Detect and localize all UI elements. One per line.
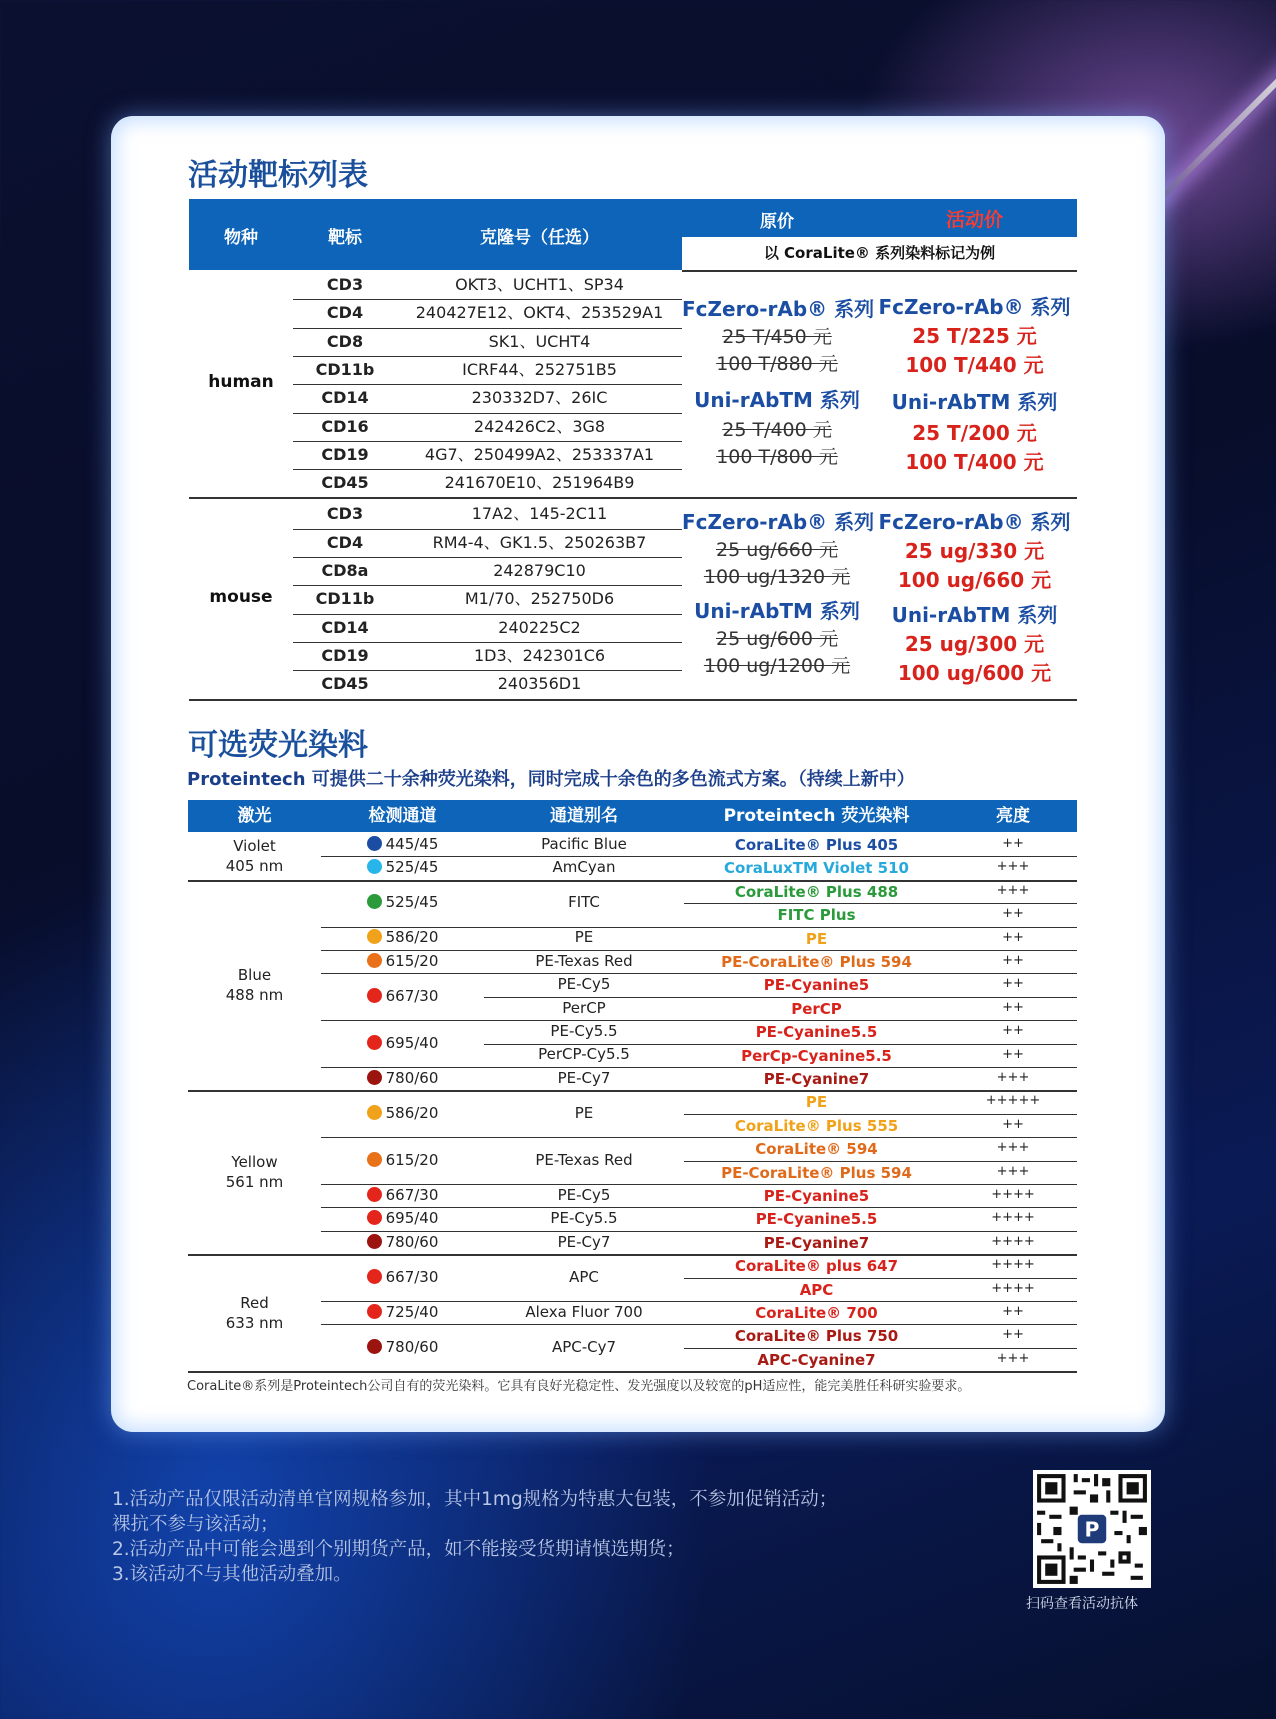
brightness-cell: ++++ — [991, 1233, 1035, 1249]
row-divider — [684, 1231, 1077, 1232]
series-title: FcZero-rAb® 系列 — [878, 510, 1071, 535]
clone-cell: 240427E12、OKT4、253529A1 — [415, 303, 664, 323]
price-line: 25 ug/660 元 — [715, 539, 839, 562]
series-title: FcZero-rAb® 系列 — [878, 295, 1071, 319]
dye-name: CoraLite® plus 647 — [734, 1257, 899, 1276]
row-divider — [321, 1324, 484, 1325]
row-divider — [684, 1020, 1077, 1021]
dye-name: PE-Cyanine5.5 — [755, 1023, 878, 1042]
brightness-cell: ++ — [1002, 976, 1024, 992]
dye-name: CoraLite® Plus 488 — [734, 882, 899, 901]
price-line: 25 ug/300 元 — [904, 632, 1045, 657]
target-cell: CD14 — [321, 617, 369, 637]
laser-wavelength: 405 nm — [225, 857, 284, 876]
target-cell: CD45 — [321, 674, 369, 694]
price-line: 25 ug/600 元 — [715, 628, 839, 651]
dye-name: CoraLite® Plus 750 — [734, 1327, 899, 1346]
channel-color-dot — [367, 859, 382, 874]
channel-cell — [321, 1209, 484, 1227]
target-cell: CD3 — [326, 504, 364, 524]
channel-value: 780/60 — [385, 1068, 439, 1087]
laser-wavelength: 488 nm — [225, 986, 284, 1005]
block-divider — [189, 699, 1077, 701]
alias-cell: PE-Cy7 — [557, 1068, 611, 1087]
brightness-cell: ++++ — [991, 1187, 1035, 1202]
dye-name: PE-Cyanine5.5 — [755, 1210, 878, 1229]
row-divider — [684, 1324, 1077, 1325]
clone-cell: 240225C2 — [498, 617, 581, 637]
dye-name: CoraLite® Plus 405 — [734, 836, 899, 854]
row-divider — [684, 950, 1077, 951]
note-line: 裸抗不参与该活动； — [112, 1514, 279, 1535]
row-divider — [684, 1161, 1077, 1162]
price-line: 100 T/440 元 — [905, 353, 1044, 377]
channel-color-dot — [367, 1234, 382, 1249]
species-label: mouse — [209, 587, 273, 608]
series-title: FcZero-rAb® 系列 — [682, 510, 875, 535]
price-line: 25 T/400 元 — [722, 419, 832, 441]
dyes-intro: Proteintech 可提供二十余种荧光染料，同时完成十余色的多色流式方案。（持续上新中） — [187, 769, 915, 790]
target-cell: CD45 — [321, 473, 369, 493]
brightness-cell: +++ — [996, 859, 1030, 875]
laser-name: Blue — [237, 966, 272, 985]
target-cell: CD8a — [321, 561, 369, 580]
qr-code[interactable] — [1033, 1470, 1151, 1588]
laser-cell — [188, 1152, 321, 1192]
clone-cell: SK1、UCHT4 — [488, 331, 591, 351]
price-group-orig — [682, 506, 875, 678]
brightness-cell: +++ — [996, 1350, 1030, 1366]
channel-cell — [321, 952, 484, 970]
channel-value: 615/20 — [385, 951, 439, 970]
channel-cell — [321, 1268, 484, 1286]
brightness-cell: +++ — [996, 1140, 1030, 1156]
series-title: Uni-rAbTM 系列 — [694, 388, 860, 412]
target-cell: CD19 — [321, 645, 369, 665]
price-line: 100 T/800 元 — [716, 446, 838, 468]
target-cell: CD4 — [326, 532, 364, 552]
row-divider — [684, 1278, 1077, 1279]
brightness-cell: +++ — [996, 1070, 1030, 1085]
channel-cell — [321, 987, 484, 1005]
alias-cell: PE-Cy5.5 — [550, 1021, 618, 1040]
header-target: 靶标 — [328, 228, 362, 248]
brightness-cell: ++ — [1002, 1046, 1024, 1062]
laser-name: Red — [240, 1293, 269, 1312]
note-line: 3.该活动不与其他活动叠加。 — [112, 1564, 352, 1585]
series-title: Uni-rAbTM 系列 — [694, 599, 860, 624]
row-divider — [321, 1020, 484, 1021]
brightness-cell: +++ — [996, 1163, 1030, 1179]
dye-name: PE-CoraLite® Plus 594 — [721, 953, 912, 971]
channel-cell — [321, 893, 484, 911]
channel-value: 586/20 — [385, 928, 439, 947]
channel-value: 780/60 — [385, 1232, 439, 1251]
row-divider — [484, 1324, 684, 1325]
channel-value: 695/40 — [385, 1033, 439, 1052]
target-cell: CD8 — [326, 331, 364, 351]
channel-color-dot — [367, 1035, 382, 1050]
dye-name: PE-Cyanine5 — [763, 1187, 870, 1205]
dye-name: APC — [799, 1280, 834, 1299]
price-group-promo — [872, 291, 1077, 475]
clone-cell: 240356D1 — [497, 674, 582, 694]
header-promo-price: 活动价 — [945, 209, 1003, 231]
channel-cell — [321, 858, 484, 876]
brightness-cell: ++++ — [991, 1280, 1035, 1296]
laser-name: Yellow — [231, 1153, 278, 1172]
block-divider — [189, 497, 1077, 499]
row-divider — [684, 1348, 1077, 1349]
note-line: 1.活动产品仅限活动清单官网规格参加，其中1mg规格为特惠大包装，不参加促销活动； — [112, 1489, 838, 1510]
brightness-cell: ++++ — [991, 1257, 1035, 1273]
brightness-cell: ++++ — [991, 1210, 1035, 1226]
dye-name: CoraLite® 594 — [755, 1140, 878, 1159]
dye-name: PE-CoraLite® Plus 594 — [721, 1163, 912, 1182]
channel-value: 725/40 — [385, 1302, 439, 1321]
header-original-price: 原价 — [760, 212, 794, 232]
channel-cell — [321, 1069, 484, 1087]
channel-color-dot — [367, 1269, 382, 1284]
laser-wavelength: 633 nm — [225, 1313, 284, 1332]
alias-cell: PE-Cy7 — [557, 1232, 611, 1251]
channel-color-dot — [367, 929, 382, 944]
channel-color-dot — [367, 1187, 382, 1202]
row-divider — [484, 1137, 684, 1138]
laser-cell — [188, 965, 321, 1005]
row-divider — [684, 973, 1077, 974]
clone-cell: 1D3、242301C6 — [473, 645, 606, 665]
qr-code-image — [1033, 1470, 1151, 1588]
brightness-cell: ++ — [1002, 1116, 1024, 1132]
channel-color-dot — [367, 953, 382, 968]
brightness-cell: ++ — [1002, 836, 1024, 851]
channel-color-dot — [367, 836, 382, 851]
header-species: 物种 — [224, 228, 258, 248]
clone-cell: 230332D7、26IC — [471, 388, 608, 408]
channel-color-dot — [367, 1210, 382, 1225]
price-line: 25 T/200 元 — [912, 421, 1037, 445]
alias-cell: APC-Cy7 — [551, 1337, 617, 1356]
channel-value: 780/60 — [385, 1337, 439, 1356]
channel-value: 525/45 — [385, 893, 439, 912]
dye-name: PE — [805, 929, 828, 948]
dyes-title: 可选荧光染料 — [188, 728, 368, 763]
row-divider — [684, 997, 1077, 998]
row-divider — [684, 1114, 1077, 1115]
dye-name: APC-Cyanine7 — [757, 1350, 876, 1369]
row-divider — [684, 1137, 1077, 1138]
alias-cell: FITC — [568, 893, 600, 912]
channel-color-dot — [367, 1152, 382, 1167]
price-line: 25 T/450 元 — [722, 326, 832, 348]
channel-value: 586/20 — [385, 1103, 439, 1122]
header-laser: 激光 — [237, 806, 272, 826]
clone-cell: RM4-4、GK1.5、250263B7 — [432, 532, 647, 552]
row-divider — [684, 903, 1077, 904]
channel-color-dot — [367, 1304, 382, 1319]
price-subheader: 以 CoraLite® 系列染料标记为例 — [682, 237, 1077, 272]
channel-value: 667/30 — [385, 1185, 439, 1204]
terms-notes — [112, 1487, 837, 1587]
dye-name: CoraLite® 700 — [755, 1304, 878, 1322]
target-cell: CD4 — [326, 303, 364, 323]
target-cell: CD3 — [326, 275, 364, 294]
header-brightness: 亮度 — [996, 806, 1030, 826]
svg-text:P: P — [1084, 1517, 1100, 1542]
dye-name: PE — [805, 1093, 828, 1112]
channel-color-dot — [367, 1070, 382, 1085]
series-title: FcZero-rAb® 系列 — [682, 297, 875, 321]
alias-cell: PerCP-Cy5.5 — [538, 1045, 630, 1064]
dye-name: FITC Plus — [777, 906, 856, 925]
target-cell: CD16 — [321, 416, 369, 436]
clone-cell: 4G7、250499A2、253337A1 — [424, 444, 655, 464]
brightness-cell: ++ — [1002, 953, 1024, 968]
row-divider — [321, 1137, 484, 1138]
price-group-orig — [682, 293, 875, 469]
dye-name: CoraLite® Plus 555 — [734, 1116, 899, 1135]
row-divider — [684, 1301, 1077, 1302]
brightness-cell: +++++ — [985, 1093, 1041, 1109]
laser-cell — [188, 836, 321, 876]
brightness-cell: ++ — [1002, 906, 1024, 922]
channel-color-dot — [367, 1105, 382, 1120]
series-title: Uni-rAbTM 系列 — [891, 390, 1058, 414]
laser-cell — [188, 1293, 321, 1333]
alias-cell: PE-Texas Red — [535, 951, 633, 970]
clone-cell: ICRF44、252751B5 — [462, 359, 617, 379]
target-cell: CD11b — [315, 589, 375, 609]
footnote: CoraLite®系列是Proteintech公司自有的荧光染料。它具有良好光稳定性、发光强度以及较宽的pH适应性，能完美胜任科研实验要求。 — [187, 1379, 971, 1394]
clone-cell: OKT3、UCHT1、SP34 — [455, 275, 624, 294]
channel-cell — [321, 1104, 484, 1122]
channel-cell — [321, 1233, 484, 1251]
dye-name: PE-Cyanine7 — [763, 1070, 870, 1088]
channel-cell — [321, 1303, 484, 1321]
target-cell: CD14 — [321, 388, 369, 408]
dye-name: CoraLuxTM Violet 510 — [724, 859, 909, 878]
channel-value: 667/30 — [385, 986, 439, 1005]
clone-cell: 242879C10 — [493, 561, 586, 580]
dye-name: PE-Cyanine7 — [763, 1233, 870, 1252]
channel-cell — [321, 1186, 484, 1204]
price-line: 100 ug/1200 元 — [703, 655, 851, 678]
brightness-cell: ++ — [1002, 929, 1024, 945]
row-divider — [684, 1044, 1077, 1045]
channel-cell — [321, 835, 484, 853]
laser-name: Violet — [233, 837, 276, 856]
row-divider — [684, 1184, 1077, 1185]
row-divider — [684, 1067, 1077, 1068]
brightness-cell: ++ — [1002, 1327, 1024, 1343]
dye-name: PE-Cyanine5 — [763, 976, 870, 995]
channel-cell — [321, 1151, 484, 1169]
alias-cell: PerCP — [562, 998, 606, 1017]
header-alias: 通道别名 — [550, 806, 618, 826]
row-divider — [684, 927, 1077, 928]
brightness-cell: ++ — [1002, 1023, 1024, 1039]
laser-divider — [188, 1371, 1077, 1373]
clone-cell: 242426C2、3G8 — [473, 416, 606, 436]
clone-cell: M1/70、252750D6 — [464, 589, 615, 609]
alias-cell: Pacific Blue — [541, 834, 627, 853]
channel-color-dot — [367, 988, 382, 1003]
note-line: 2.活动产品中可能会遇到个别期货产品，如不能接受货期请慎选期货； — [112, 1539, 685, 1560]
species-label: human — [208, 372, 274, 393]
alias-cell: PE-Texas Red — [535, 1150, 633, 1169]
price-line: 100 ug/1320 元 — [703, 566, 851, 589]
header-channel: 检测通道 — [368, 806, 437, 826]
alias-cell: APC — [569, 1267, 599, 1286]
target-cell: CD11b — [315, 359, 375, 379]
laser-wavelength: 561 nm — [225, 1173, 284, 1192]
laser-divider — [188, 880, 1077, 882]
header-clone: 克隆号（任选） — [480, 228, 599, 248]
channel-cell — [321, 928, 484, 946]
dye-name: PerCP — [791, 999, 842, 1018]
channel-value: 695/40 — [385, 1209, 439, 1228]
alias-cell: Alexa Fluor 700 — [525, 1302, 643, 1321]
alias-cell: PE-Cy5.5 — [550, 1209, 618, 1228]
price-line: 100 T/880 元 — [716, 353, 838, 375]
dye-name: PerCp-Cyanine5.5 — [741, 1046, 892, 1065]
series-title: Uni-rAbTM 系列 — [891, 603, 1058, 628]
price-group-promo — [872, 506, 1077, 686]
clone-cell: 17A2、145-2C11 — [471, 504, 608, 524]
channel-value: 445/45 — [385, 834, 439, 853]
brightness-cell: +++ — [996, 882, 1030, 898]
row-divider — [684, 856, 1077, 857]
brightness-cell: ++ — [1002, 1304, 1024, 1319]
targets-title: 活动靶标列表 — [188, 158, 368, 193]
channel-color-dot — [367, 1339, 382, 1354]
alias-cell: AmCyan — [552, 858, 616, 877]
target-cell: CD19 — [321, 444, 369, 464]
clone-cell: 241670E10、251964B9 — [444, 473, 635, 493]
channel-value: 525/45 — [385, 858, 439, 877]
laser-divider — [188, 1090, 1077, 1092]
laser-divider — [188, 1254, 1077, 1256]
row-divider — [684, 1207, 1077, 1208]
alias-cell: PE — [574, 1103, 594, 1122]
price-line: 100 ug/600 元 — [897, 661, 1052, 686]
channel-value: 615/20 — [385, 1150, 439, 1169]
channel-cell — [321, 1338, 484, 1356]
channel-value: 667/30 — [385, 1267, 439, 1286]
price-line: 25 ug/330 元 — [904, 539, 1045, 564]
alias-cell: PE-Cy5 — [557, 975, 611, 994]
price-line: 100 ug/660 元 — [897, 568, 1052, 593]
channel-color-dot — [367, 894, 382, 909]
row-divider — [321, 973, 484, 974]
brightness-cell: ++ — [1002, 999, 1024, 1015]
qr-caption: 扫码查看活动抗体 — [1026, 1596, 1138, 1612]
alias-cell: PE — [574, 928, 594, 947]
channel-cell — [321, 1034, 484, 1052]
price-line: 25 T/225 元 — [912, 324, 1037, 348]
header-dye: Proteintech 荧光染料 — [723, 806, 910, 826]
alias-cell: PE-Cy5 — [557, 1185, 611, 1204]
price-line: 100 T/400 元 — [905, 450, 1044, 474]
